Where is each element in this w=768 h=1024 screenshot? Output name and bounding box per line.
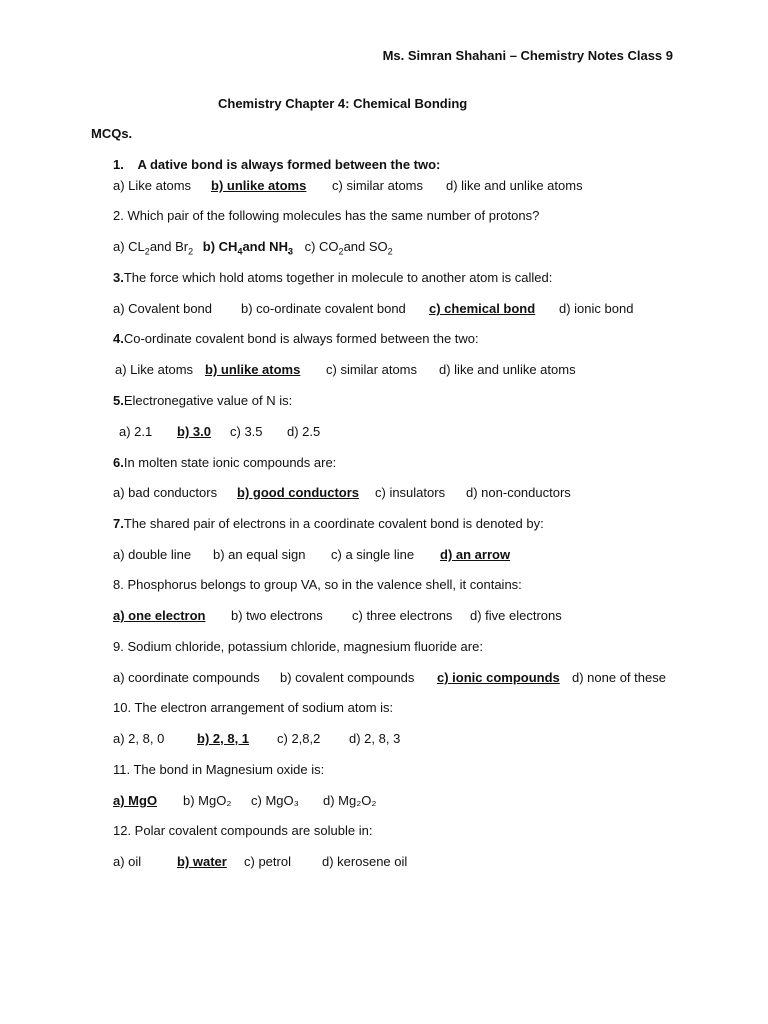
answer-option-a: a) MgO: [113, 793, 158, 808]
option-d: d) non-conductors: [466, 485, 571, 500]
question-9: [113, 639, 483, 654]
question-text: 10. The electron arrangement of sodium atom is:: [113, 700, 394, 715]
page-header: Ms. Simran Shahani – Chemistry Notes Class 9: [382, 48, 673, 63]
question-2: [113, 208, 539, 223]
question-11: [113, 762, 324, 777]
section-heading: MCQs.: [91, 126, 133, 141]
option-c: c) insulators: [375, 485, 446, 500]
question-text: In molten state ionic compounds are:: [123, 455, 337, 470]
answer-option-b: b) unlike atoms: [211, 178, 307, 193]
option-a: a) 2, 8, 0: [113, 731, 165, 746]
option-a: a) coordinate compounds: [113, 670, 260, 685]
option-c: c) 3.5: [230, 424, 263, 439]
answer-option-b: b) water: [177, 854, 227, 869]
question-number: 6.: [113, 455, 124, 470]
option-b: b) co-ordinate covalent bond: [241, 301, 406, 316]
question-text: 2. Which pair of the following molecules has the same number of protons?: [113, 208, 540, 223]
option-a: a) $CL_2and$ $Br_2$: [113, 239, 194, 257]
option-a: a) Covalent bond: [113, 301, 213, 316]
option-a: a) 2.1: [119, 424, 153, 439]
question-number: 4.: [113, 331, 124, 346]
question-text: 12. Polar covalent compounds are soluble in:: [113, 823, 373, 838]
answer-option-b: b) unlike atoms: [205, 362, 301, 377]
question-number: 3.: [113, 270, 124, 285]
option-c: c) petrol: [244, 854, 291, 869]
option-d: d) ionic bond: [559, 301, 634, 316]
option-a: a) Like atoms: [113, 178, 192, 193]
question-number: 7.: [113, 516, 124, 531]
option-b: b) MgO₂: [183, 793, 232, 808]
question-number: 1.: [113, 157, 124, 172]
answer-option-b: b) $CH_4and$ $NH_3$: [202, 239, 293, 257]
question-7: [113, 516, 544, 531]
question-number: 5.: [113, 393, 124, 408]
question-10: [113, 700, 393, 715]
option-c: c) three electrons: [352, 608, 453, 623]
question-6: [113, 455, 336, 470]
question-text: A dative bond is always formed between the two:: [137, 157, 441, 172]
question-5: [113, 393, 292, 408]
question-12: [113, 823, 372, 838]
answer-option-a: a) one electron: [113, 608, 206, 623]
question-1: [113, 157, 440, 172]
question-text: Co-ordinate covalent bond is always formed between the two:: [123, 331, 479, 346]
option-d: d) Mg₂O₂: [323, 793, 377, 808]
answer-option-b: b) 3.0: [177, 424, 211, 439]
option-a: a) Like atoms: [115, 362, 194, 377]
option-c: c) similar atoms: [326, 362, 418, 377]
option-a: a) oil: [113, 854, 142, 869]
option-c: c) a single line: [331, 547, 415, 562]
question-text: The shared pair of electrons in a coordinate covalent bond is denoted by:: [123, 516, 544, 531]
option-d: d) kerosene oil: [322, 854, 408, 869]
answer-option-c: c) ionic compounds: [437, 670, 560, 685]
option-d: d) five electrons: [470, 608, 562, 623]
option-b: b) two electrons: [231, 608, 323, 623]
answer-option-d: d) an arrow: [440, 547, 511, 562]
option-d: d) none of these: [572, 670, 666, 685]
option-c: c) 2,8,2: [277, 731, 321, 746]
option-d: d) like and unlike atoms: [439, 362, 576, 377]
option-c: c) MgO₃: [251, 793, 299, 808]
question-8: [113, 577, 522, 592]
answer-option-b: b) 2, 8, 1: [197, 731, 250, 746]
question-text: Electronegative value of N is:: [123, 393, 293, 408]
chapter-title: Chemistry Chapter 4: Chemical Bonding: [218, 96, 468, 111]
option-d: d) like and unlike atoms: [446, 178, 583, 193]
question-text: 8. Phosphorus belongs to group VA, so in the valence shell, it contains:: [113, 577, 522, 592]
question-4: [113, 331, 479, 346]
option-d: d) 2, 8, 3: [349, 731, 401, 746]
option-c: c) $CO_2and$ $SO_2$: [304, 239, 393, 257]
option-b: b) an equal sign: [213, 547, 306, 562]
option-a: a) double line: [113, 547, 192, 562]
option-a: a) bad conductors: [113, 485, 218, 500]
options-q2: [113, 239, 393, 257]
answer-option-b: b) good conductors: [237, 485, 360, 500]
answer-option-c: c) chemical bond: [429, 301, 536, 316]
question-text: The force which hold atoms together in molecule to another atom is called:: [123, 270, 553, 285]
question-text: 11. The bond in Magnesium oxide is:: [113, 762, 325, 777]
question-text: 9. Sodium chloride, potassium chloride, magnesium fluoride are:: [113, 639, 483, 654]
option-c: c) similar atoms: [332, 178, 424, 193]
question-3: [113, 270, 552, 285]
option-d: d) 2.5: [287, 424, 321, 439]
option-b: b) covalent compounds: [280, 670, 415, 685]
